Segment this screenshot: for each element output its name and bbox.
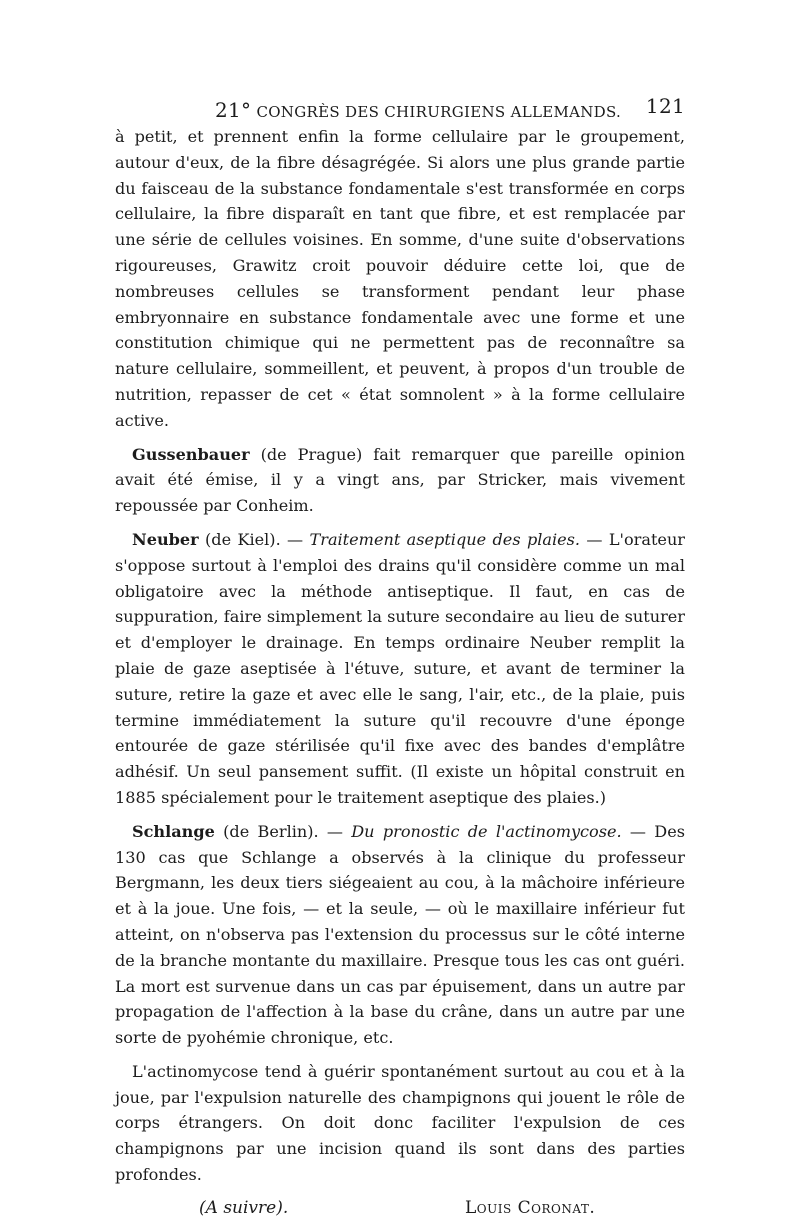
article-body [115, 124, 685, 1188]
section-title: CONGRÈS DES CHIRURGIENS ALLEMANDS. [256, 103, 622, 121]
talk-title: Traitement aseptique des plaies. [309, 529, 581, 549]
speaker-affiliation: (de Kiel). — [198, 529, 310, 549]
paragraph-neuber [115, 527, 685, 811]
article-footer [115, 1196, 685, 1226]
page-number: 121 [645, 94, 685, 118]
speaker-name: Neuber [132, 529, 199, 549]
paragraph-gussenbauer [115, 442, 685, 519]
to-be-continued: (A suivre). [199, 1197, 289, 1218]
paragraph-actinomycose: L'actinomycose tend à guérir spontanément surtout au cou et à la joue, par l'expulsion naturelle des champignons qui jouent le rôle de corps étrangers. On doit donc faciliter l'expulsion de ces champignons par une incision quand ils sont dans des parties profondes. [115, 1061, 685, 1185]
paragraph-grawitz: à petit, et prennent enfin la forme cellulaire par le groupement, autour d'eux, de la fibre désagrégée. Si alors une plus grande partie du faisceau de la substance fondamentale s'est transformée en corps cellulaire, la fibre disparaît en tant que fibre, et est remplacée par une série de cellules voisines. En somme, d'une suite d'observations rigoureuses, Grawitz croit pouvoir déduire cette loi, que de nombreuses cellules se transforment pendant leur phase embryonnaire en substance fondamentale avec une forme et une constitution chimique qui ne permettent pas de reconnaître sa nature cellulaire, sommeillent, et peuvent, à propos d'un trouble de nutrition, repasser de cet « état somnolent » à la forme cellulaire active. [115, 127, 685, 430]
speaker-name: Schlange [132, 821, 215, 841]
speaker-affiliation: (de Berlin). — [214, 821, 352, 841]
paragraph-schlange [115, 819, 685, 1051]
running-head [115, 92, 685, 122]
paragraph-text: — Des 130 cas que Schlange a observés à la clinique du professeur Bergmann, les deux tiers siégeaient au cou, à la mâchoire inférieure et à la joue. Une fois, — et la seule, — où le maxillaire inférieur fut atteint, on n'observa pas l'extension du processus sur le côté interne de la branche montante du maxillaire. Presque tous les cas ont guéri. La mort est survenue dans un cas par épuisement, dans un autre par propagation de l'affection à la base du crâne, dans un autre par une sorte de pyohémie chronique, etc. [115, 821, 685, 1048]
talk-title: Du pronostic de l'actinomycose. [351, 821, 622, 841]
paragraph-text: (de Prague) fait remarquer que pareille opinion avait été émise, il y a vingt ans, par Stricker, mais vivement repoussée par Conheim. [115, 444, 685, 516]
speaker-name: Gussenbauer [132, 444, 250, 464]
author-signature: Louis Coronat. [465, 1197, 596, 1218]
running-head-title [215, 98, 621, 122]
journal-page [115, 92, 685, 1226]
section-number: 21° [215, 98, 252, 122]
paragraph-text: — L'orateur s'oppose surtout à l'emploi des drains qu'il considère comme un mal obligatoire avec la méthode antiseptique. Il faut, en cas de suppuration, faire simplement la suture secondaire au lieu de suturer et d'employer le drainage. En temps ordinaire Neuber remplit la plaie de gaze aseptisée à l'étuve, suture, et avant de terminer la suture, retire la gaze et avec elle le sang, l'air, etc., de la plaie, puis termine immédiatement la suture qu'il recouvre d'une éponge entourée de gaze stérilisée qu'il fixe avec des bandes d'emplâtre adhésif. Un seul pansement suffit. (Il existe un hôpital construit en 1885 spécialement pour le traitement aseptique des plaies.) [115, 529, 686, 807]
